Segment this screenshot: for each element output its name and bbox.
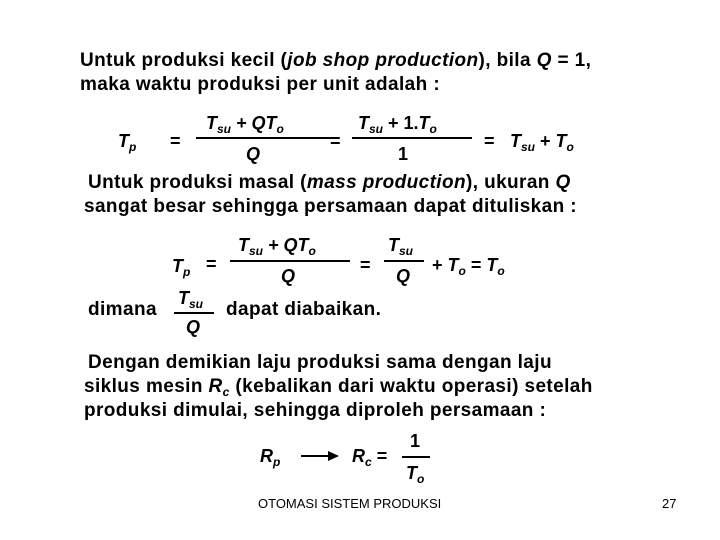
eq2-lhs: $T_p$ [172,256,191,279]
conclusion-text: (kebalikan dari waktu operasi) setelah [229,376,593,397]
dimana-frac-denominator: Q [186,317,201,337]
eq2-frac2-numerator: $T_{su}$ [388,235,414,258]
eq2-frac1-bar [230,260,350,262]
intro-italic-term: job shop production [287,50,479,71]
eq3-rhs: $R_c$ = [352,446,388,469]
variable-r: R [208,376,223,397]
intro-line-1 [80,50,591,72]
conclusion-line-3: produksi dimulai, sehingga diproleh persamaan : [84,400,547,421]
mass-italic-term: mass production [306,172,466,193]
eq1-frac1-denominator: Q [246,144,261,164]
dimana-frac-bar [174,312,214,314]
eq1-rhs: $T_{su} + T_o$ [510,131,574,154]
intro-text: Untuk produksi kecil ( [80,50,288,71]
mass-text: Untuk produksi masal ( [88,172,307,193]
eq3-lhs: $R_p$ [260,446,281,469]
dimana-text: dapat diabaikan. [226,299,382,320]
eq2-frac2-denominator: Q [396,266,411,286]
variable-q: Q [555,172,571,193]
eq2-equals-2: = [360,255,371,275]
variable-q: Q [536,50,552,71]
intro-text: = 1, [551,50,592,71]
mass-text: ), ukuran [465,172,556,193]
mass-line-2: sangat besar sehingga persamaan dapat dituliskan : [84,196,578,217]
eq1-equals-3: = [484,131,495,151]
conclusion-line-2 [84,376,593,399]
footer-title: OTOMASI SISTEM PRODUKSI [258,496,442,511]
eq3-frac-numerator: 1 [410,431,421,451]
eq2-frac1-denominator: Q [281,266,296,286]
conclusion-line-1: Dengan demikian laju produksi sama dengan laju [88,352,552,373]
eq1-frac2-bar [352,137,472,139]
eq1-frac2-numerator: $T_{su} + 1.T_o$ [358,113,437,136]
eq2-frac2-bar [384,260,424,262]
eq1-equals-2: = [330,131,341,151]
conclusion-text: siklus mesin [84,376,209,397]
eq1-frac1-bar [196,137,338,139]
eq1-lhs: $T_p$ [118,131,137,154]
eq2-frac1-numerator: $T_{su} + QT_o$ [238,235,316,258]
dimana-word: dimana [88,299,157,320]
mass-line-1 [88,172,571,194]
intro-text: ), bila [478,50,537,71]
eq3-frac-denominator: $T_o$ [406,463,425,486]
eq1-frac2-denominator: 1 [398,144,409,164]
right-arrow-icon [300,448,340,464]
eq2-rhs: + $T_o = T_o$ [432,255,505,278]
page-number: 27 [662,496,677,511]
eq3-frac-bar [402,456,430,458]
eq2-equals: = [206,254,217,274]
variable-r-subscript: c [222,385,230,399]
dimana-frac-numerator: $T_{su}$ [178,288,204,311]
eq1-frac1-numerator: $T_{su} + QT_o$ [206,113,284,136]
eq1-equals: = [170,131,181,151]
intro-line-2: maka waktu produksi per unit adalah : [80,74,441,95]
